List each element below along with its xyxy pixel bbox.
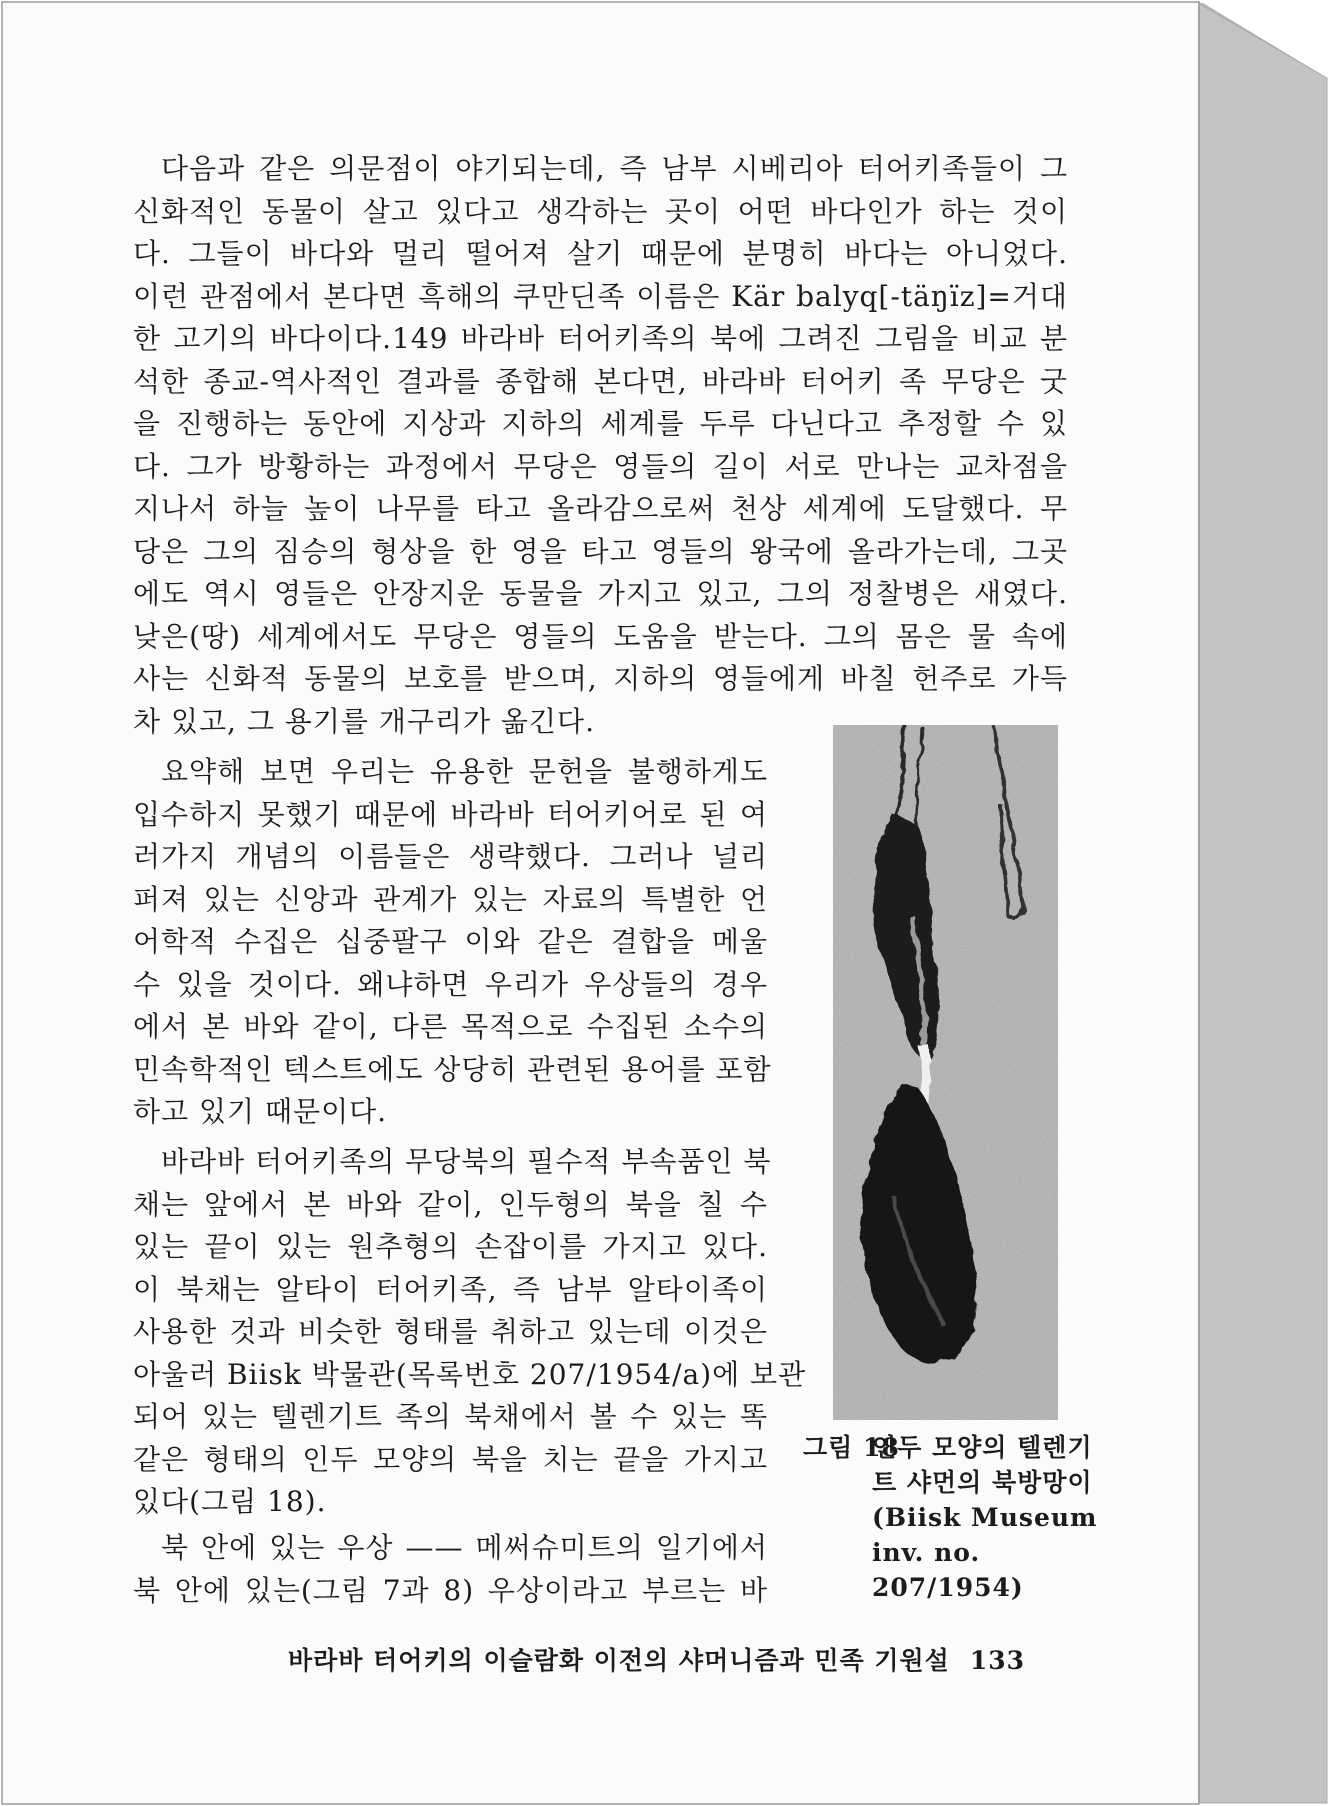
text-line: 다. 그들이 바다와 멀리 떨어져 살기 때문에 분명히 바다는 아니었다. — [133, 237, 1068, 270]
text-line: 채는 앞에서 본 바와 같이, 인두형의 북을 칠 수 — [133, 1187, 768, 1221]
text-line: 이 북채는 알타이 터어키족, 즉 남부 알타이족이 — [133, 1272, 768, 1306]
text-line: 다. 그가 방황하는 과정에서 무당은 영들의 길이 서로 만나는 교차점을 — [133, 449, 1068, 483]
text-line: 사용한 것과 비슷한 형태를 취하고 있는데 이것은 — [133, 1315, 768, 1348]
text-line: 석한 종교-역사적인 결과를 종합해 본다면, 바라바 터어키 족 무당은 굿 — [133, 364, 1068, 398]
text-line: 수 있을 것이다. 왜냐하면 우리가 우상들의 경우 — [133, 967, 768, 1001]
text-line: 같은 형태의 인두 모양의 북을 치는 끝을 가지고 — [133, 1442, 768, 1476]
text-line: 낮은(땅) 세계에서도 무당은 영들의 도움을 받는다. 그의 몸은 물 속에 — [133, 619, 1068, 653]
figure-caption-text: 인두 모양의 텔렌기트 샤먼의 북방망이(Biisk Museum inv. no. 207/1954) — [872, 1433, 1098, 1602]
figure-label: 그림 18 — [803, 1433, 900, 1462]
text-line: 당은 그의 짐승의 형상을 한 영을 타고 영들의 왕국에 올라가는데, 그곳 — [133, 534, 1068, 568]
text-line: 있는 끝이 있는 원추형의 손잡이를 가지고 있다. — [133, 1230, 768, 1263]
page-number: 133 — [969, 1646, 1026, 1675]
running-footer — [288, 1641, 1025, 1677]
text-line: 북 안에 있는 우상 —— 메써슈미트의 일기에서 — [161, 1531, 768, 1564]
text-line: 러가지 개념의 이름들은 생략했다. 그러나 널리 — [133, 840, 768, 873]
text-line: 있다(그림 18). — [133, 1485, 327, 1518]
text-line: 이런 관점에서 본다면 흑해의 쿠만딘족 이름은 Kär balyq[-täŋïz]=거대 — [133, 279, 1068, 313]
text-line: 하고 있기 때문이다. — [133, 1095, 388, 1128]
book-page — [3, 3, 1198, 1803]
text-line: 에도 역시 영들은 안장지운 동물을 가지고 있고, 그의 정찰병은 새였다. — [133, 577, 1068, 610]
text-line: 어학적 수집은 십중팔구 이와 같은 결합을 메울 — [133, 925, 768, 958]
text-line: 신화적인 동물이 살고 있다고 생각하는 곳이 어떤 바다인가 하는 것이 — [133, 194, 1068, 228]
text-line: 아울러 Biisk 박물관(목록번호 207/1954/a)에 보관 — [133, 1357, 807, 1391]
text-line: 북 안에 있는(그림 7과 8) 우상이라고 부르는 바 — [133, 1573, 768, 1607]
text-line: 을 진행하는 동안에 지상과 지하의 세계를 두루 다닌다고 추정할 수 있 — [133, 407, 1068, 440]
text-line: 요약해 보면 우리는 유용한 문헌을 불행하게도 — [161, 755, 768, 788]
figure-18-photo — [833, 725, 1058, 1420]
text-line: 민속학적인 텍스트에도 상당히 관련된 용어를 포함 — [133, 1052, 772, 1086]
paragraph-4 — [133, 1527, 768, 1612]
text-line: 에서 본 바와 같이, 다른 목적으로 수집된 소수의 — [133, 1010, 768, 1043]
paragraph-2 — [133, 751, 772, 1134]
text-line: 다음과 같은 의문점이 야기되는데, 즉 남부 시베리아 터어키족들이 그 — [161, 152, 1068, 185]
text-line: 한 고기의 바다이다.149 바라바 터어키족의 북에 그려진 그림을 비교 분 — [133, 322, 1068, 355]
text-line: 바라바 터어키족의 무당북의 필수적 부속품인 북 — [161, 1145, 772, 1178]
text-line: 사는 신화적 동물의 보호를 받으며, 지하의 영들에게 바칠 헌주로 가득 — [133, 662, 1068, 695]
text-line: 입수하지 못했기 때문에 바라바 터어키어로 된 여 — [133, 797, 768, 831]
book-thickness-edge — [1198, 3, 1327, 1803]
paragraph-3 — [133, 1141, 807, 1524]
text-line: 퍼져 있는 신앙과 관계가 있는 자료의 특별한 언 — [133, 882, 768, 916]
paragraph-1 — [133, 148, 1068, 743]
running-title: 바라바 터어키의 이슬람화 이전의 샤머니즘과 민족 기원설 — [288, 1646, 950, 1675]
text-line: 되어 있는 텔렌기트 족의 북채에서 볼 수 있는 똑 — [133, 1400, 768, 1433]
text-line: 지나서 하늘 높이 나무를 타고 올라감으로써 천상 세계에 도달했다. 무 — [133, 492, 1068, 525]
text-line: 차 있고, 그 용기를 개구리가 옮긴다. — [133, 704, 595, 738]
